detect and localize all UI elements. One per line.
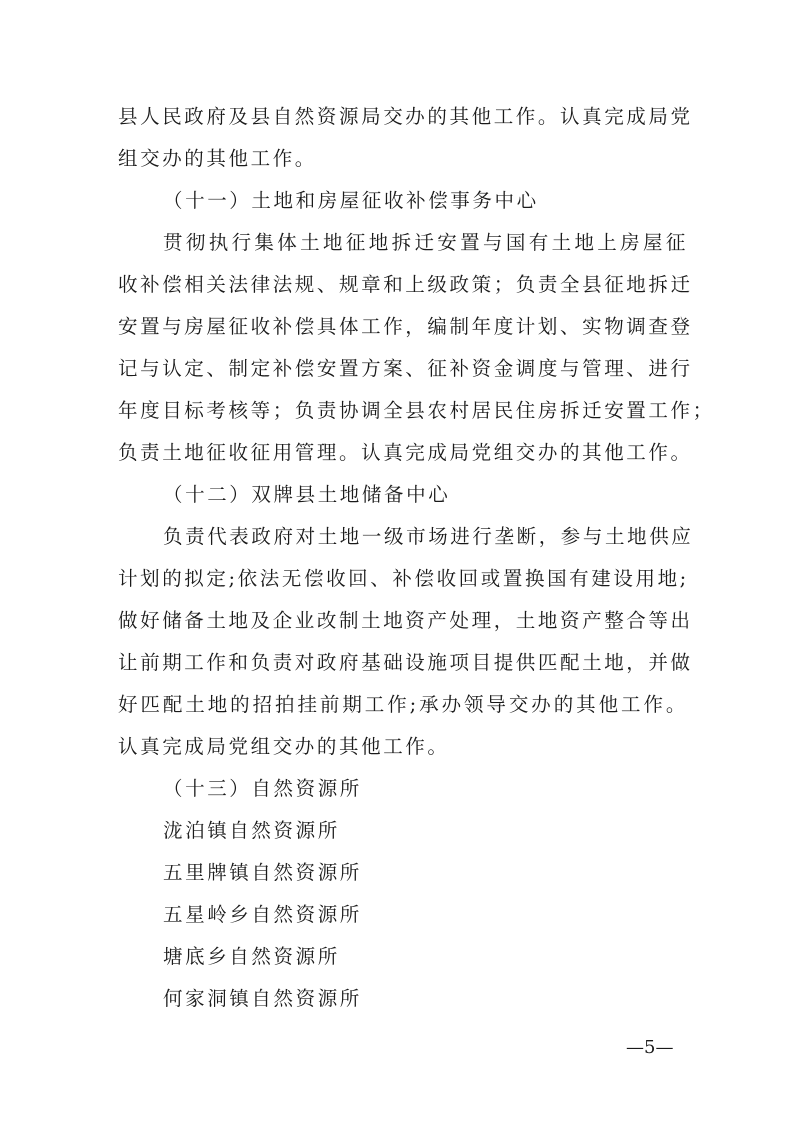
body-text-line: 好匹配土地的招拍挂前期工作;承办领导交办的其他工作。 [118, 693, 688, 716]
body-text-line: 负责代表政府对土地一级市场进行垄断，参与土地供应 [163, 525, 694, 548]
page-number: —5— [626, 1037, 674, 1058]
body-text-line: 做好储备土地及企业改制土地资产处理，土地资产整合等出 [118, 609, 693, 632]
list-item: 塘底乡自然资源所 [163, 945, 340, 968]
body-text-line: 认真完成局党组交办的其他工作。 [118, 735, 450, 758]
list-item: 五星岭乡自然资源所 [163, 903, 362, 926]
list-item: 泷泊镇自然资源所 [163, 819, 340, 842]
body-text-line: 安置与房屋征收补偿具体工作，编制年度计划、实物调查登 [118, 315, 693, 338]
body-text-line: 让前期工作和负责对政府基础设施项目提供匹配土地，并做 [118, 651, 693, 674]
section-heading: （十一）土地和房屋征收补偿事务中心 [163, 189, 539, 212]
section-heading: （十三）自然资源所 [163, 777, 362, 800]
body-text-line: 负责土地征收征用管理。认真完成局党组交办的其他工作。 [118, 441, 693, 464]
body-text-line: 县人民政府及县自然资源局交办的其他工作。认真完成局党 [118, 105, 693, 128]
list-item: 何家洞镇自然资源所 [163, 987, 362, 1010]
list-item: 五里牌镇自然资源所 [163, 861, 362, 884]
body-text-line: 记与认定、制定补偿安置方案、征补资金调度与管理、进行 [118, 357, 693, 380]
body-text-line: 年度目标考核等；负责协调全县农村居民住房拆迁安置工作； [118, 399, 715, 422]
body-text-line: 贯彻执行集体土地征地拆迁安置与国有土地上房屋征 [163, 231, 688, 254]
section-heading: （十二）双牌县土地储备中心 [163, 483, 451, 506]
body-text-line: 收补偿相关法律法规、规章和上级政策；负责全县征地拆迁 [118, 273, 693, 296]
body-text-line: 组交办的其他工作。 [118, 147, 317, 170]
body-text-line: 计划的拟定;依法无偿收回、补偿收回或置换国有建设用地; [118, 567, 689, 590]
